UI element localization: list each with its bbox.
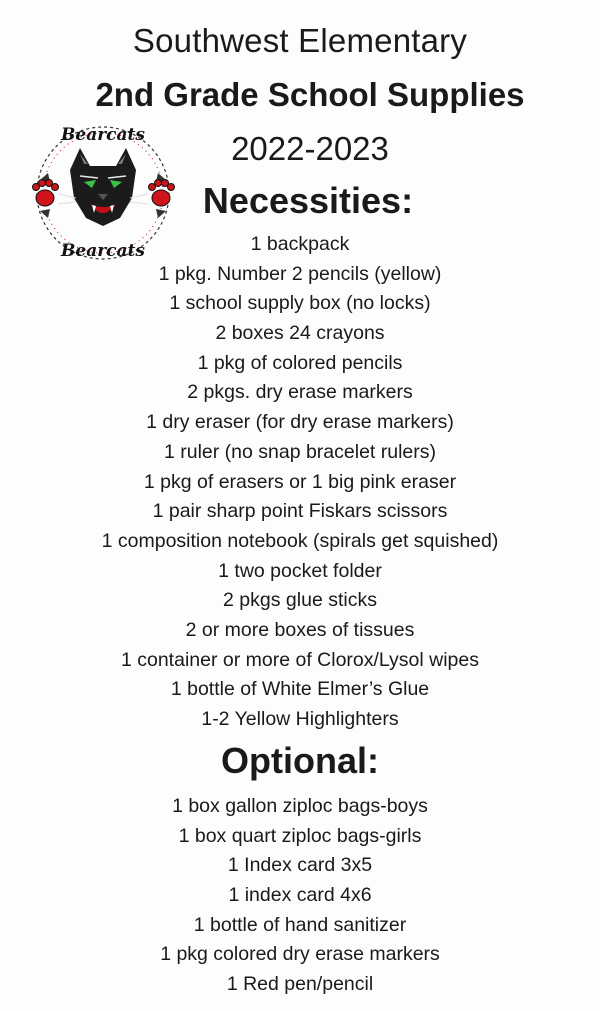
list-item: 2 or more boxes of tissues — [185, 618, 415, 641]
list-item: 1 index card 4x6 — [228, 884, 372, 907]
list-item: 2 pkgs glue sticks — [223, 589, 377, 612]
list-item: 2 pkgs. dry erase markers — [187, 381, 413, 404]
list-item: 1 pkg colored dry erase markers — [160, 943, 440, 966]
list-item: 1 pkg of colored pencils — [197, 351, 403, 374]
list-item: 2 boxes 24 crayons — [215, 322, 385, 345]
list-item: 1 ruler (no snap bracelet rulers) — [163, 440, 437, 463]
list-item: 1-2 Yellow Highlighters — [201, 708, 399, 730]
list-item: 1 box quart ziploc bags-girls — [178, 824, 422, 847]
list-item: 1 dry eraser (for dry erase markers) — [146, 411, 454, 434]
list-item: 1 Red pen/pencil — [226, 973, 374, 996]
list-item: 1 backpack — [250, 233, 350, 255]
optional-list — [0, 792, 600, 1000]
list-item: 1 container or more of Clorox/Lysol wipes — [120, 648, 480, 671]
logo-bottom-text: Bearcats — [61, 241, 145, 261]
list-item: 1 composition notebook (spirals get squished) — [101, 529, 499, 552]
school-year: 2022-2023 — [231, 130, 389, 167]
list-item: 1 box gallon ziploc bags-boys — [172, 795, 428, 817]
list-item: 1 bottle of hand sanitizer — [193, 913, 407, 936]
list-item: 1 bottle of White Elmer’s Glue — [170, 678, 430, 701]
list-item: 1 pkg of erasers or 1 big pink eraser — [143, 470, 457, 493]
school-name: Southwest Elementary — [132, 22, 468, 59]
list-item: 1 Index card 3x5 — [227, 854, 373, 877]
necessities-heading: Necessities: — [202, 180, 414, 221]
list-item: 1 two pocket folder — [218, 559, 382, 582]
optional-heading: Optional: — [221, 740, 379, 781]
necessities-list — [0, 230, 600, 735]
list-item: 1 pkg. Number 2 pencils (yellow) — [158, 262, 442, 285]
logo-top-text: Bearcats — [61, 125, 145, 145]
list-item: 1 pair sharp point Fiskars scissors — [152, 500, 448, 523]
list-item: 1 school supply box (no locks) — [169, 292, 431, 315]
page-title: 2nd Grade School Supplies — [95, 76, 525, 113]
